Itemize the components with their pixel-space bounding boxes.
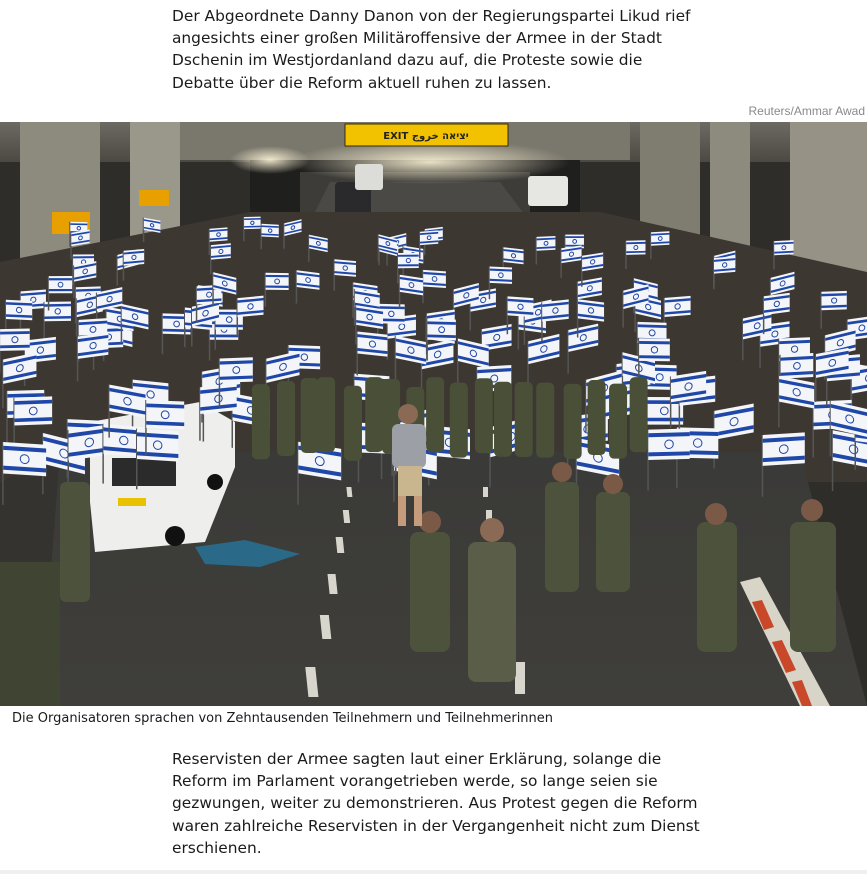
- soldier-figure: [450, 383, 468, 458]
- soldier-figure: [252, 384, 270, 459]
- photo-credit: Reuters/Ammar Awad: [748, 104, 865, 118]
- article-paragraph-1: Der Abgeordnete Danny Danon von der Regierungspartei Likud rief angesichts einer großen Militäroffensive der Armee in der Stadt Dschenin im Westjordanland dazu auf, die Proteste sowie die Debatte über die Reform aktuell ruhen zu lassen.: [172, 7, 691, 92]
- photo-caption: Die Organisatoren sprachen von Zehntausenden Teilnehmern und Teilnehmerinnen: [12, 711, 554, 726]
- soldier-figure: [515, 382, 533, 457]
- soldier-figure: [317, 377, 335, 452]
- page-bottom-rule: [0, 870, 867, 874]
- soldier-figure: [494, 382, 512, 457]
- article-paragraph-2: Reservisten der Armee sagten laut einer Erklärung, solange die Reform im Parlament vorangetrieben werde, so lange seien sie gezwungen, weiter zu demonstrieren. Aus Protest gegen die Reform waren zahlreiche Reservisten in der Vergangenheit nicht zum Dienst erschienen.: [172, 750, 700, 857]
- exit-sign-text: EXIT יציאה خروج: [383, 131, 469, 142]
- soldier-figure: [536, 383, 554, 458]
- article-photo: [0, 122, 867, 706]
- soldier-figure: [588, 380, 606, 455]
- soldier-figure: [301, 378, 319, 453]
- soldier-figure: [426, 377, 444, 452]
- soldier-figure: [630, 377, 648, 452]
- soldier-figure: [475, 378, 493, 453]
- soldier-figure: [344, 386, 362, 461]
- soldier-figure: [365, 377, 383, 452]
- soldier-figure: [564, 384, 582, 459]
- soldier-figure: [609, 384, 627, 459]
- soldier-figure: [277, 381, 295, 456]
